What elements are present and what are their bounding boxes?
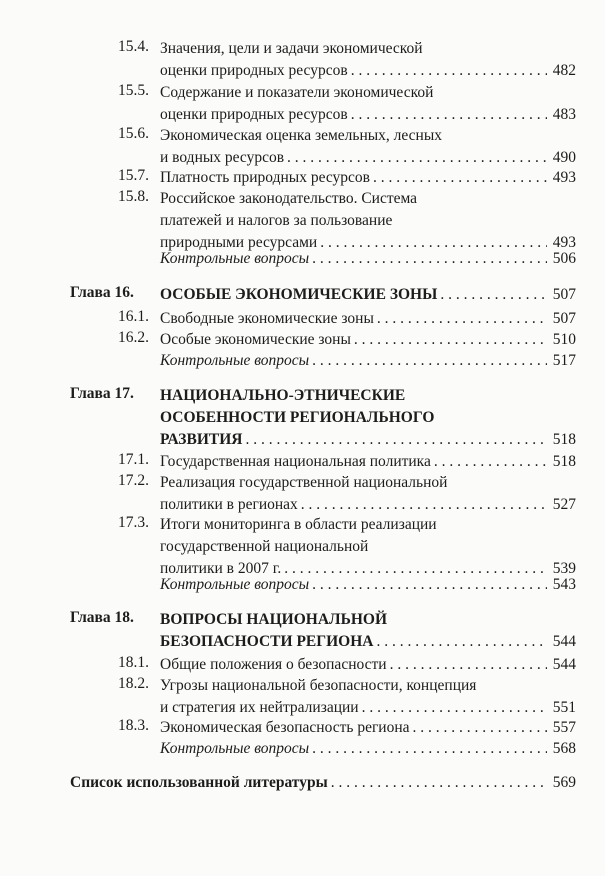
leader-dots xyxy=(354,329,547,351)
leader-dots xyxy=(312,738,547,760)
page-number: 483 xyxy=(552,106,576,123)
review-questions-label: Контрольные вопросы xyxy=(160,250,310,267)
chapter-number: Глава 17. xyxy=(70,385,134,402)
leader-dots xyxy=(377,308,547,330)
page-number: 493 xyxy=(552,169,576,186)
leader-dots xyxy=(245,429,546,451)
leader-dots xyxy=(376,631,546,653)
page-number: 544 xyxy=(552,633,576,650)
toc-entry-questions-17 xyxy=(160,574,576,596)
entry-title-line: и водных ресурсов xyxy=(160,149,285,166)
section-number: 15.8. xyxy=(118,188,149,205)
chapter-title-line: НАЦИОНАЛЬНО-ЭТНИЧЕСКИЕ xyxy=(160,387,406,404)
leader-dots xyxy=(312,248,547,270)
page-number: 544 xyxy=(552,656,576,673)
chapter-title-line: ОСОБЫЕ ЭКОНОМИЧЕСКИЕ ЗОНЫ xyxy=(160,286,438,303)
section-number: 15.6. xyxy=(118,125,149,142)
entry-title-line: Общие положения о безопасности xyxy=(160,656,387,673)
chapter-number: Глава 16. xyxy=(70,284,134,301)
section-number: 18.2. xyxy=(118,675,149,692)
page-number: 506 xyxy=(552,250,576,267)
page-number: 569 xyxy=(552,774,576,791)
leader-dots xyxy=(413,717,547,739)
entry-title-line: и стратегия их нейтрализации xyxy=(160,699,359,716)
chapter-title-line: БЕЗОПАСНОСТИ РЕГИОНА xyxy=(160,633,374,650)
page-number: 543 xyxy=(552,576,576,593)
review-questions-label: Контрольные вопросы xyxy=(160,740,310,757)
entry-title-line: политики в регионах xyxy=(160,496,298,513)
entry-title-line: оценки природных ресурсов xyxy=(160,62,348,79)
page-number: 551 xyxy=(552,699,576,716)
section-number: 17.1. xyxy=(118,451,149,468)
references-title: Список использованной литературы xyxy=(70,774,328,791)
review-questions-label: Контрольные вопросы xyxy=(160,352,310,369)
page-number: 507 xyxy=(552,286,576,303)
section-number: 18.1. xyxy=(118,654,149,671)
toc-references xyxy=(70,772,576,794)
entry-title-line: политики в 2007 г. xyxy=(160,560,282,577)
section-number: 16.1. xyxy=(118,308,149,325)
toc-entry-questions-18 xyxy=(160,738,576,760)
entry-title-line: Российское законодательство. Система xyxy=(160,190,418,207)
page-number: 527 xyxy=(552,496,576,513)
section-number: 18.3. xyxy=(118,717,149,734)
leader-dots xyxy=(373,167,547,189)
leader-dots xyxy=(440,284,546,306)
chapter-number: Глава 18. xyxy=(70,609,134,626)
leader-dots xyxy=(331,772,547,794)
entry-title-line: Государственная национальная политика xyxy=(160,453,431,470)
section-number: 17.3. xyxy=(118,514,149,531)
leader-dots xyxy=(287,147,547,169)
leader-dots xyxy=(351,60,547,82)
toc-entry-questions-15 xyxy=(160,248,576,270)
chapter-title-line: ОСОБЕННОСТИ РЕГИОНАЛЬНОГО xyxy=(160,409,435,426)
entry-title-line: Реализация государственной национальной xyxy=(160,474,448,491)
chapter-title-line: РАЗВИТИЯ xyxy=(160,431,243,448)
page-number: 518 xyxy=(552,431,576,448)
toc-entry-questions-16 xyxy=(160,350,576,372)
leader-dots xyxy=(301,494,547,516)
entry-title-line: государственной национальной xyxy=(160,538,369,555)
entry-title-line: Экономическая безопасность региона xyxy=(160,719,410,736)
chapter-title-line: ВОПРОСЫ НАЦИОНАЛЬНОЙ xyxy=(160,611,387,628)
entry-title-line: Итоги мониторинга в области реализации xyxy=(160,516,437,533)
leader-dots xyxy=(362,697,547,719)
section-number: 17.2. xyxy=(118,472,149,489)
entry-title-line: оценки природных ресурсов xyxy=(160,106,348,123)
section-number: 15.4. xyxy=(118,38,149,55)
leader-dots xyxy=(312,574,547,596)
page-number: 510 xyxy=(552,331,576,348)
review-questions-label: Контрольные вопросы xyxy=(160,576,310,593)
page-number: 557 xyxy=(552,719,576,736)
section-number: 15.5. xyxy=(118,82,149,99)
entry-title-line: Свободные экономические зоны xyxy=(160,310,374,327)
entry-title-line: Значения, цели и задачи экономической xyxy=(160,40,423,57)
page-number: 490 xyxy=(552,149,576,166)
leader-dots xyxy=(434,451,547,473)
entry-title-line: природными ресурсами xyxy=(160,234,318,251)
entry-title-line: Особые экономические зоны xyxy=(160,331,351,348)
leader-dots xyxy=(390,654,547,676)
entry-title-line: Платность природных ресурсов xyxy=(160,169,370,186)
section-number: 15.7. xyxy=(118,167,149,184)
page-number: 518 xyxy=(552,453,576,470)
entry-title-line: Угрозы национальной безопасности, концепция xyxy=(160,677,477,694)
page-number: 482 xyxy=(552,62,576,79)
entry-title-line: платежей и налогов за пользование xyxy=(160,212,393,229)
page-number: 517 xyxy=(552,352,576,369)
page-number: 539 xyxy=(552,560,576,577)
leader-dots xyxy=(351,104,547,126)
entry-title-line: Содержание и показатели экономической xyxy=(160,84,434,101)
entry-title-line: Экономическая оценка земельных, лесных xyxy=(160,127,443,144)
page-number: 568 xyxy=(552,740,576,757)
section-number: 16.2. xyxy=(118,329,149,346)
leader-dots xyxy=(312,350,547,372)
page-number: 507 xyxy=(552,310,576,327)
page-number: 493 xyxy=(552,234,576,251)
